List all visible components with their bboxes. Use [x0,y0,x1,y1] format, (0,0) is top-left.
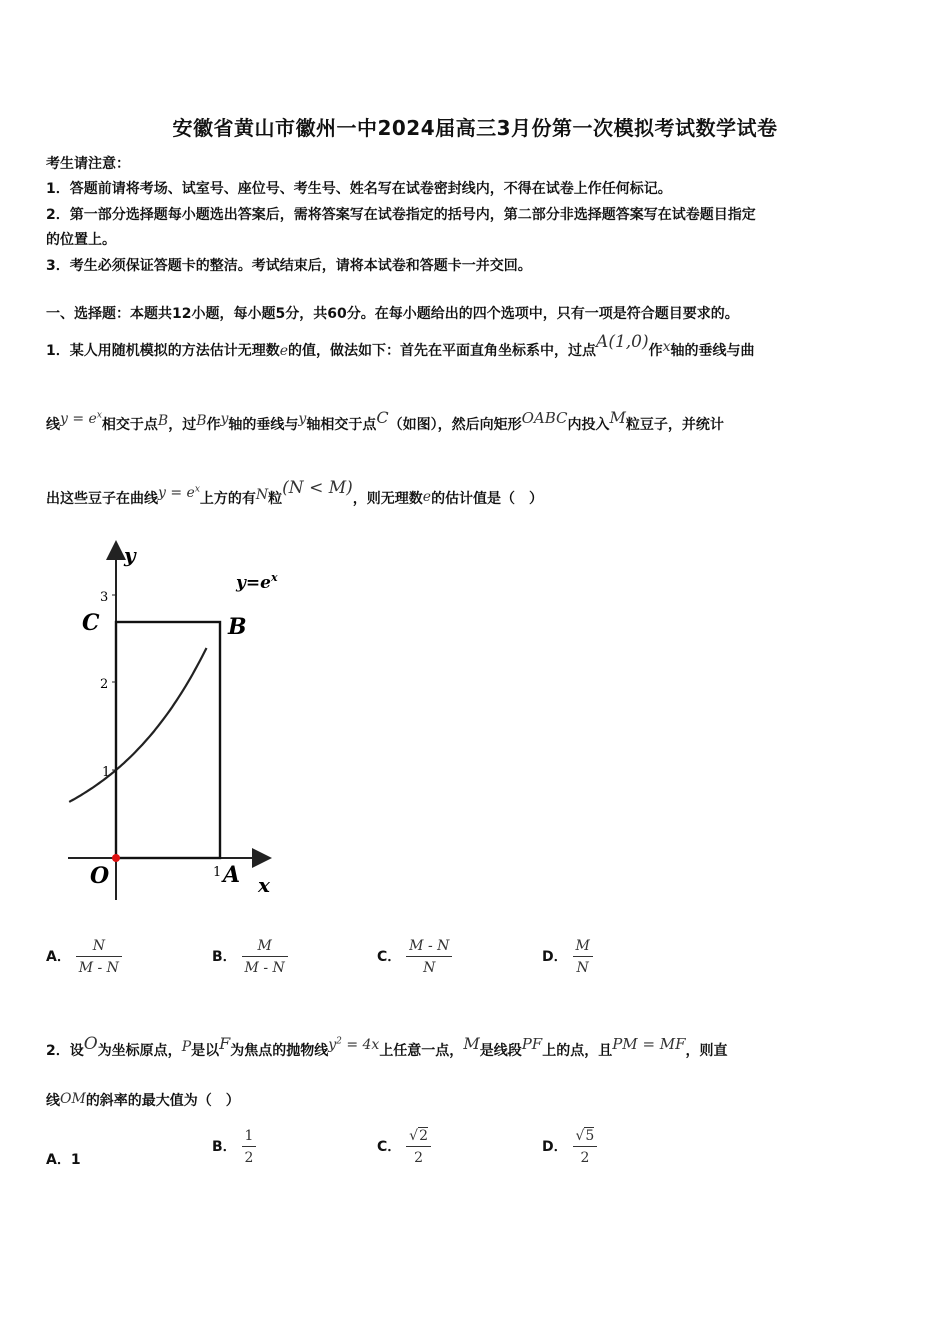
q1-option-d[interactable]: D． $\frac{M}{N}$ [542,938,593,976]
tick-y-2: 2 [100,677,109,692]
origin-point [112,854,120,862]
q1-line-3: 出这些豆子在曲线$y = e^x$上方的有N粒(N < M)，则无理数e的估计值是（ ） [46,478,544,507]
q2-option-d-fraction: $\frac{√5}{2}$ [573,1128,598,1166]
notice-heading: 考生请注意： [46,156,130,172]
q1-option-c[interactable]: C． $\frac{M - N}{N}$ [377,938,452,976]
point-c-label: C [82,610,100,636]
q1-line-2: 线$y = e^x$相交于点B，过B作y轴的垂线与y轴相交于点C（如图），然后向矩形OABC内投入M粒豆子，并统计 [46,408,724,433]
q2-line-2: 线OM的斜率的最大值为（ ） [46,1091,240,1109]
q1-option-a-fraction: $\frac{N}{M - N}$ [76,938,122,976]
q2-option-c-fraction: $\frac{√2}{2}$ [406,1128,431,1166]
x-axis-label: x [258,873,270,897]
q1-line-1: 1．某人用随机模拟的方法估计无理数e的值，做法如下：首先在平面直角坐标系中，过点A(1,0)作x轴的垂线与曲 [46,332,755,359]
q1-figure [60,530,300,910]
notice-item-2-cont: 的位置上。 [46,232,116,248]
q2-option-d[interactable]: D． $\frac{√5}{2}$ [542,1128,597,1166]
exp-curve [69,648,206,802]
q2-option-c[interactable]: C． $\frac{√2}{2}$ [377,1128,431,1166]
tick-y-1: 1 [102,765,111,780]
q2-option-b-fraction: $\frac{1}{2}$ [242,1128,257,1166]
point-b-label: B [228,614,247,640]
y-axis-label: y [124,543,136,567]
rectangle-oabc [116,622,220,858]
curve-label: $y=e^x$ [236,571,278,593]
point-a-label: A [223,862,241,888]
q1-option-a[interactable]: A． $\frac{N}{M - N}$ [46,938,122,976]
tick-y-3: 3 [100,590,109,605]
q2-option-a[interactable]: A．1 [46,1152,81,1168]
point-o-label: O [90,863,110,889]
q1-option-b[interactable]: B． $\frac{M}{M - N}$ [212,938,288,976]
q1-option-b-fraction: $\frac{M}{M - N}$ [242,938,288,976]
notice-item-1: 1．答题前请将考场、试室号、座位号、考生号、姓名写在试卷密封线内，不得在试卷上作任何标记。 [46,181,672,197]
q1-option-c-fraction: $\frac{M - N}{N}$ [406,938,452,976]
q2-option-b[interactable]: B． $\frac{1}{2}$ [212,1128,256,1166]
exam-title: 安徽省黄山市徽州一中2024届高三3月份第一次模拟考试数学试卷 [172,116,778,140]
q2-line-1: 2．设O为坐标原点，P是以F为焦点的抛物线$y^2 = 4x$上任意一点，M是线段PF上的点，且PM = MF，则直 [46,1034,728,1059]
tick-x-1: 1 [213,865,222,880]
section-heading: 一、选择题：本题共12小题，每小题5分，共60分。在每小题给出的四个选项中，只有一项是符合题目要求的。 [46,306,739,322]
q1-option-d-fraction: $\frac{M}{N}$ [573,938,593,976]
notice-item-3: 3．考生必须保证答题卡的整洁。考试结束后，请将本试卷和答题卡一并交回。 [46,258,532,274]
notice-item-2: 2．第一部分选择题每小题选出答案后，需将答案写在试卷指定的括号内，第二部分非选择题答案写在试卷题目指定 [46,207,756,223]
